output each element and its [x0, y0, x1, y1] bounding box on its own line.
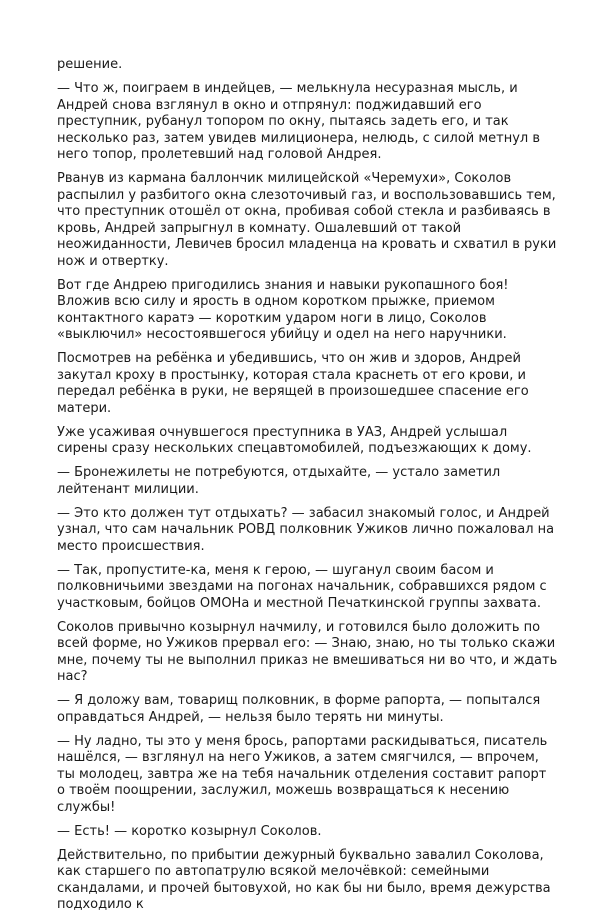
paragraph: — Так, пропустите-ка, меня к герою, — шуганул своим басом и полковничьими звездами на погонах начальник, собравшихся рядом с участковым, бойцов ОМОНа и местной Печаткинской группы захвата. [57, 562, 547, 611]
paragraph: Посмотрев на ребёнка и убедившись, что он жив и здоров, Андрей закутал кроху в простынку, которая стала краснеть от его крови, и передал ребёнка в руки, не верящей в произошедшее спасение его матери. [57, 351, 529, 416]
paragraph: решение. [57, 57, 123, 72]
paragraph: — Есть! — коротко козырнул Соколов. [57, 823, 322, 839]
paragraph: — Я доложу вам, товарищ полковник, в форме рапорта, — попытался оправдаться Андрей, — нельзя было терять ни минуты. [57, 693, 541, 725]
paragraph: — Ну ладно, ты это у меня брось, рапортами раскидываться, писатель нашёлся, — взглянул на него Ужиков, а затем смягчился, — впрочем, ты молодец, завтра же на тебя начальник отделения составит рапорт о твоём поощрении, заслужил, можешь возвращаться к несению службы! [57, 733, 548, 815]
paragraph: Рванув из кармана баллончик милицейской «Черемухи», Соколов распылил у разбитого окна слезоточивый газ, и воспользовавшись тем, что преступник отошёл от окна, пробивая собой стекла и разбиваясь в кровь, Андрей запрыгнул в комнату. Ошалевший от такой неожиданности, Левичев бросил младенца на кровать и схватил в руки нож и отвертку. [57, 171, 557, 269]
paragraph: — Это кто должен тут отдыхать? — забасил знакомый голос, и Андрей узнал, что сам начальник РОВД полковник Ужиков лично пожаловал на место происшествия. [57, 505, 555, 554]
paragraph: Вот где Андрею пригодились знания и навыки рукопашного боя! Вложив всю силу и ярость в одном коротком прыжке, приемом контактного каратэ — коротким ударом ноги в лицо, Соколов «выключил» несостоявшегося убийцу и одел на него наручники. [57, 277, 509, 342]
paragraph: Уже усаживая очнувшегося преступника в УАЗ, Андрей услышал сирены сразу нескольких спецавтомобилей, подъезжающих к дому. [57, 424, 532, 456]
paragraph: — Что ж, поиграем в индейцев, — мелькнула несуразная мысль, и Андрей снова взглянул в окно и отпрянул: поджидавший его преступник, рубанул топором по окну, пытаясь задеть его, и так несколько раз, затем увидев милиционера, нелюдь, с силой метнул в него топор, пролетевший над головой Андрея. [57, 81, 541, 162]
paragraph: Соколов привычно козырнул начмилу, и готовился было доложить по всей форме, но Ужиков прервал его: — Знаю, знаю, но ты только скажи мне, почему ты не выполнил приказ не вмешиваться ни во что, и ждать нас? [57, 619, 558, 684]
paragraph: Действительно, по прибытии дежурный буквально завалил Соколова, как старшего по автопатрулю всякой мелочёвкой: семейными скандалами, и прочей бытовухой, но как бы ни было, время дежурства подходило к [57, 847, 551, 912]
paragraph: — Бронежилеты не потребуются, отдыхайте, — устало заметил лейтенант милиции. [57, 465, 501, 497]
